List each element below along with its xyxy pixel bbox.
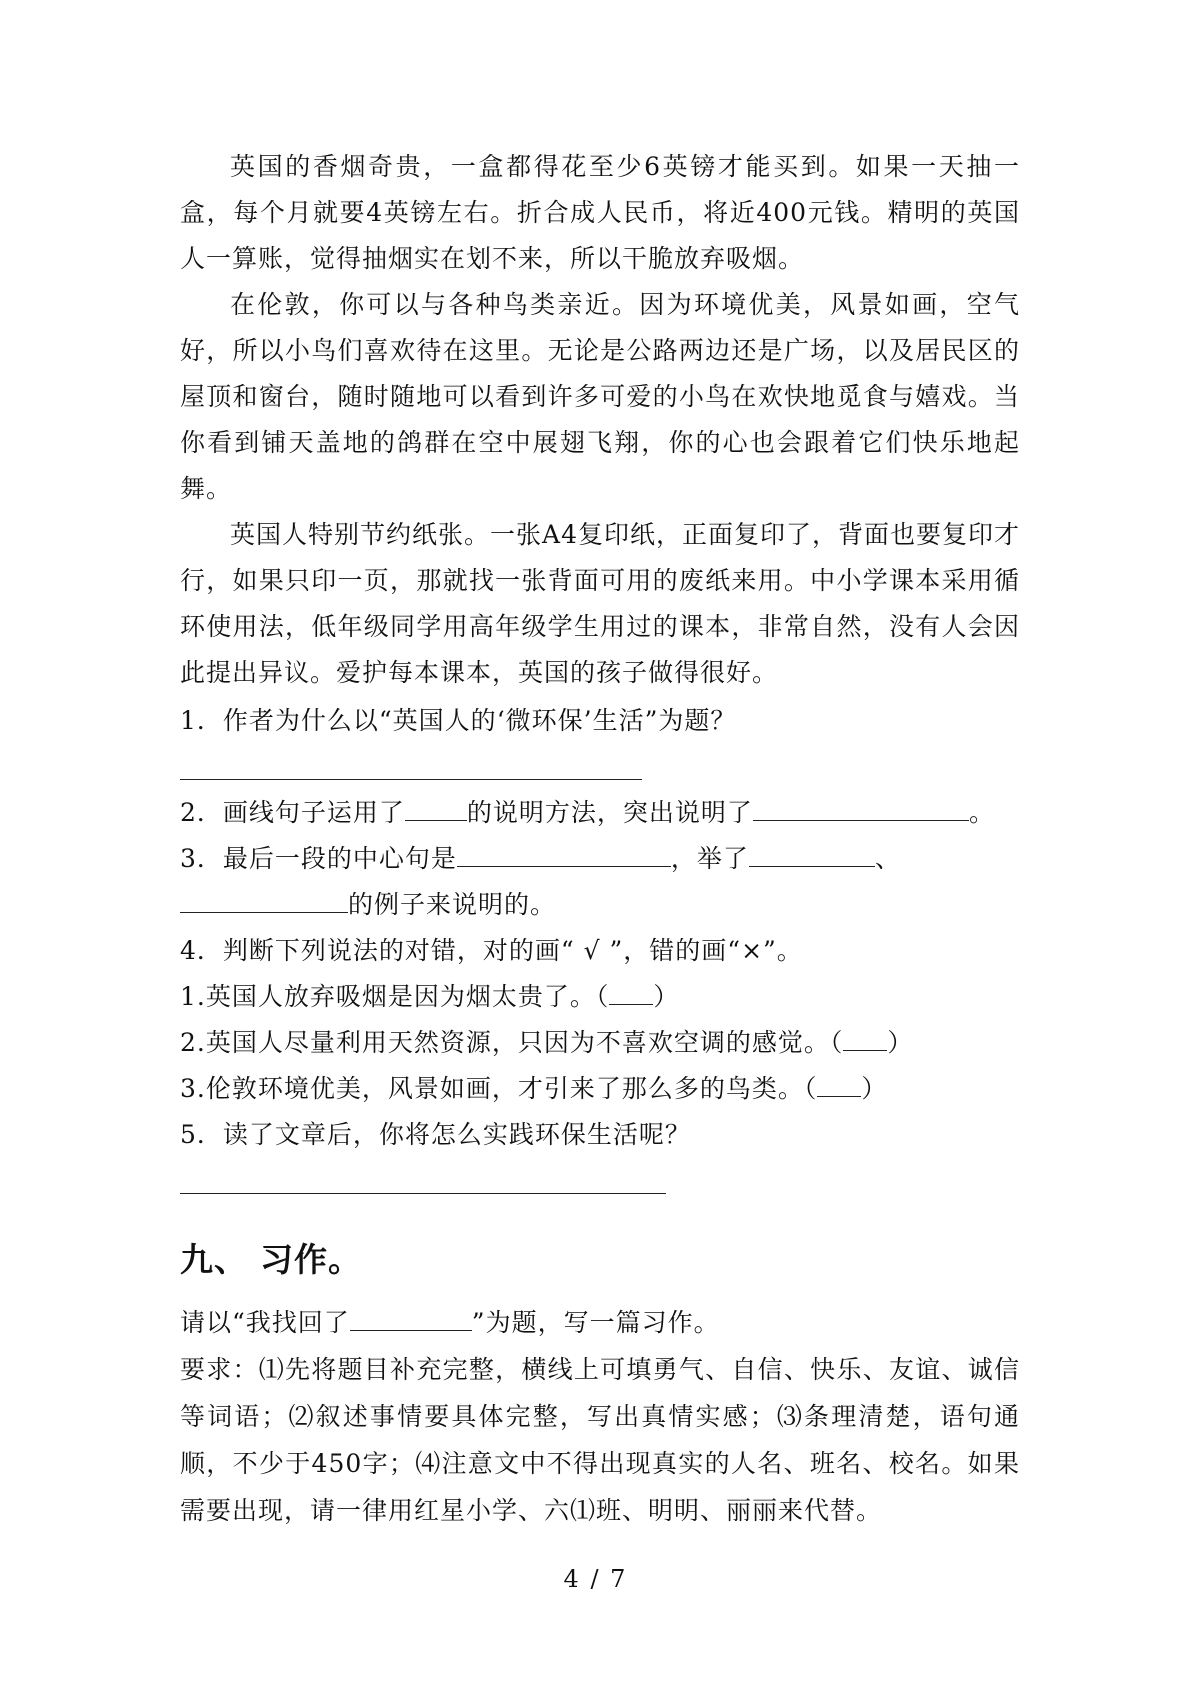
blank-result[interactable] [753,798,969,821]
blank-method[interactable] [405,798,467,821]
blank-composition-title[interactable] [350,1308,472,1331]
judge-item-text: 3.伦敦环境优美，风景如画，才引来了那么多的鸟类。（ [180,1074,818,1103]
section-heading [180,1230,1020,1290]
judge-close-paren: ） [887,1028,914,1057]
question-5: 5．读了文章后，你将怎么实践环保生活呢？ [180,1120,691,1149]
judge-item-2 [180,1020,1020,1066]
judge-blank-1[interactable] [609,982,653,1005]
question-2-text-a: 2．画线句子运用了 [180,798,405,827]
passage-paragraph-3: 英国人特别节约纸张。一张A4复印纸，正面复印了，背面也要复印才行，如果只印一页，那就找一张背面可用的废纸来用。中小学课本采用循环使用法，低年级同学用高年级学生用过的课本，非常自然，没有人会因此提出异议。爱护每本课本，英国的孩子做得很好。 [180,520,1020,687]
blank-central-sentence[interactable] [457,844,671,867]
passage-paragraph-1: 英国的香烟奇贵，一盒都得花至少6英镑才能买到。如果一天抽一盒，每个月就要4英镑左右。折合成人民币，将近400元钱。精明的英国人一算账，觉得抽烟实在划不来，所以干脆放弃吸烟。 [180,152,1020,273]
blank-example-2[interactable] [180,890,348,913]
page-content [180,144,1020,1534]
judge-blank-2[interactable] [843,1028,887,1051]
question-3-text-b: ，举了 [670,844,749,873]
judge-blank-3[interactable] [817,1074,861,1097]
judge-close-paren: ） [653,982,680,1011]
passage-paragraph-2: 在伦敦，你可以与各种鸟类亲近。因为环境优美，风景如画，空气好，所以小鸟们喜欢待在这里。无论是公路两边还是广场，以及居民区的屋顶和窗台，随时随地可以看到许多可爱的小鸟在欢快地觅食与嬉戏。当你看到铺天盖地的鸽群在空中展翅飞翔，你的心也会跟着它们快乐地起舞。 [180,290,1020,503]
question-3-continued [180,882,1020,928]
question-3-text-a: 3．最后一段的中心句是 [180,844,457,873]
section-title: 习作。 [260,1240,362,1279]
answer-line-5[interactable] [180,1158,1020,1204]
question-3 [180,836,1020,882]
question-1: 1．作者为什么以“英国人的‘微环保’生活”为题？ [180,706,737,735]
judge-item-1 [180,974,1020,1020]
judge-item-text: 2.英国人尽量利用天然资源，只因为不喜欢空调的感觉。（ [180,1028,844,1057]
question-2-text-c: 。 [968,798,995,827]
question-4: 4．判断下列说法的对错，对的画“ √ ”，错的画“×”。 [180,936,803,965]
judge-close-paren: ） [861,1074,888,1103]
composition-prompt [180,1300,1020,1346]
judge-item-text: 1.英国人放弃吸烟是因为烟太贵了。（ [180,982,610,1011]
composition-requirements: 要求：⑴先将题目补充完整，横线上可填勇气、自信、快乐、友谊、诚信等词语；⑵叙述事情要具体完整，写出真情实感；⑶条理清楚，语句通顺，不少于450字；⑷注意文中不得出现真实的人名、班名、校名。如果需要出现，请一律用红星小学、六⑴班、明明、丽丽来代替。 [180,1355,1020,1525]
page-number: 4 / 7 [563,1565,628,1593]
question-2 [180,790,1020,836]
blank-example-1[interactable] [749,844,875,867]
section-number: 九、 [180,1240,248,1279]
answer-line-1[interactable] [180,744,1020,790]
question-3-text-d: 的例子来说明的。 [348,890,557,919]
question-2-text-b: 的说明方法，突出说明了 [466,798,753,827]
judge-item-3 [180,1066,1020,1112]
composition-prompt-a: 请以“我找回了 [180,1308,350,1337]
question-3-text-c: 、 [874,844,901,873]
composition-prompt-b: ”为题，写一篇习作。 [471,1308,720,1337]
